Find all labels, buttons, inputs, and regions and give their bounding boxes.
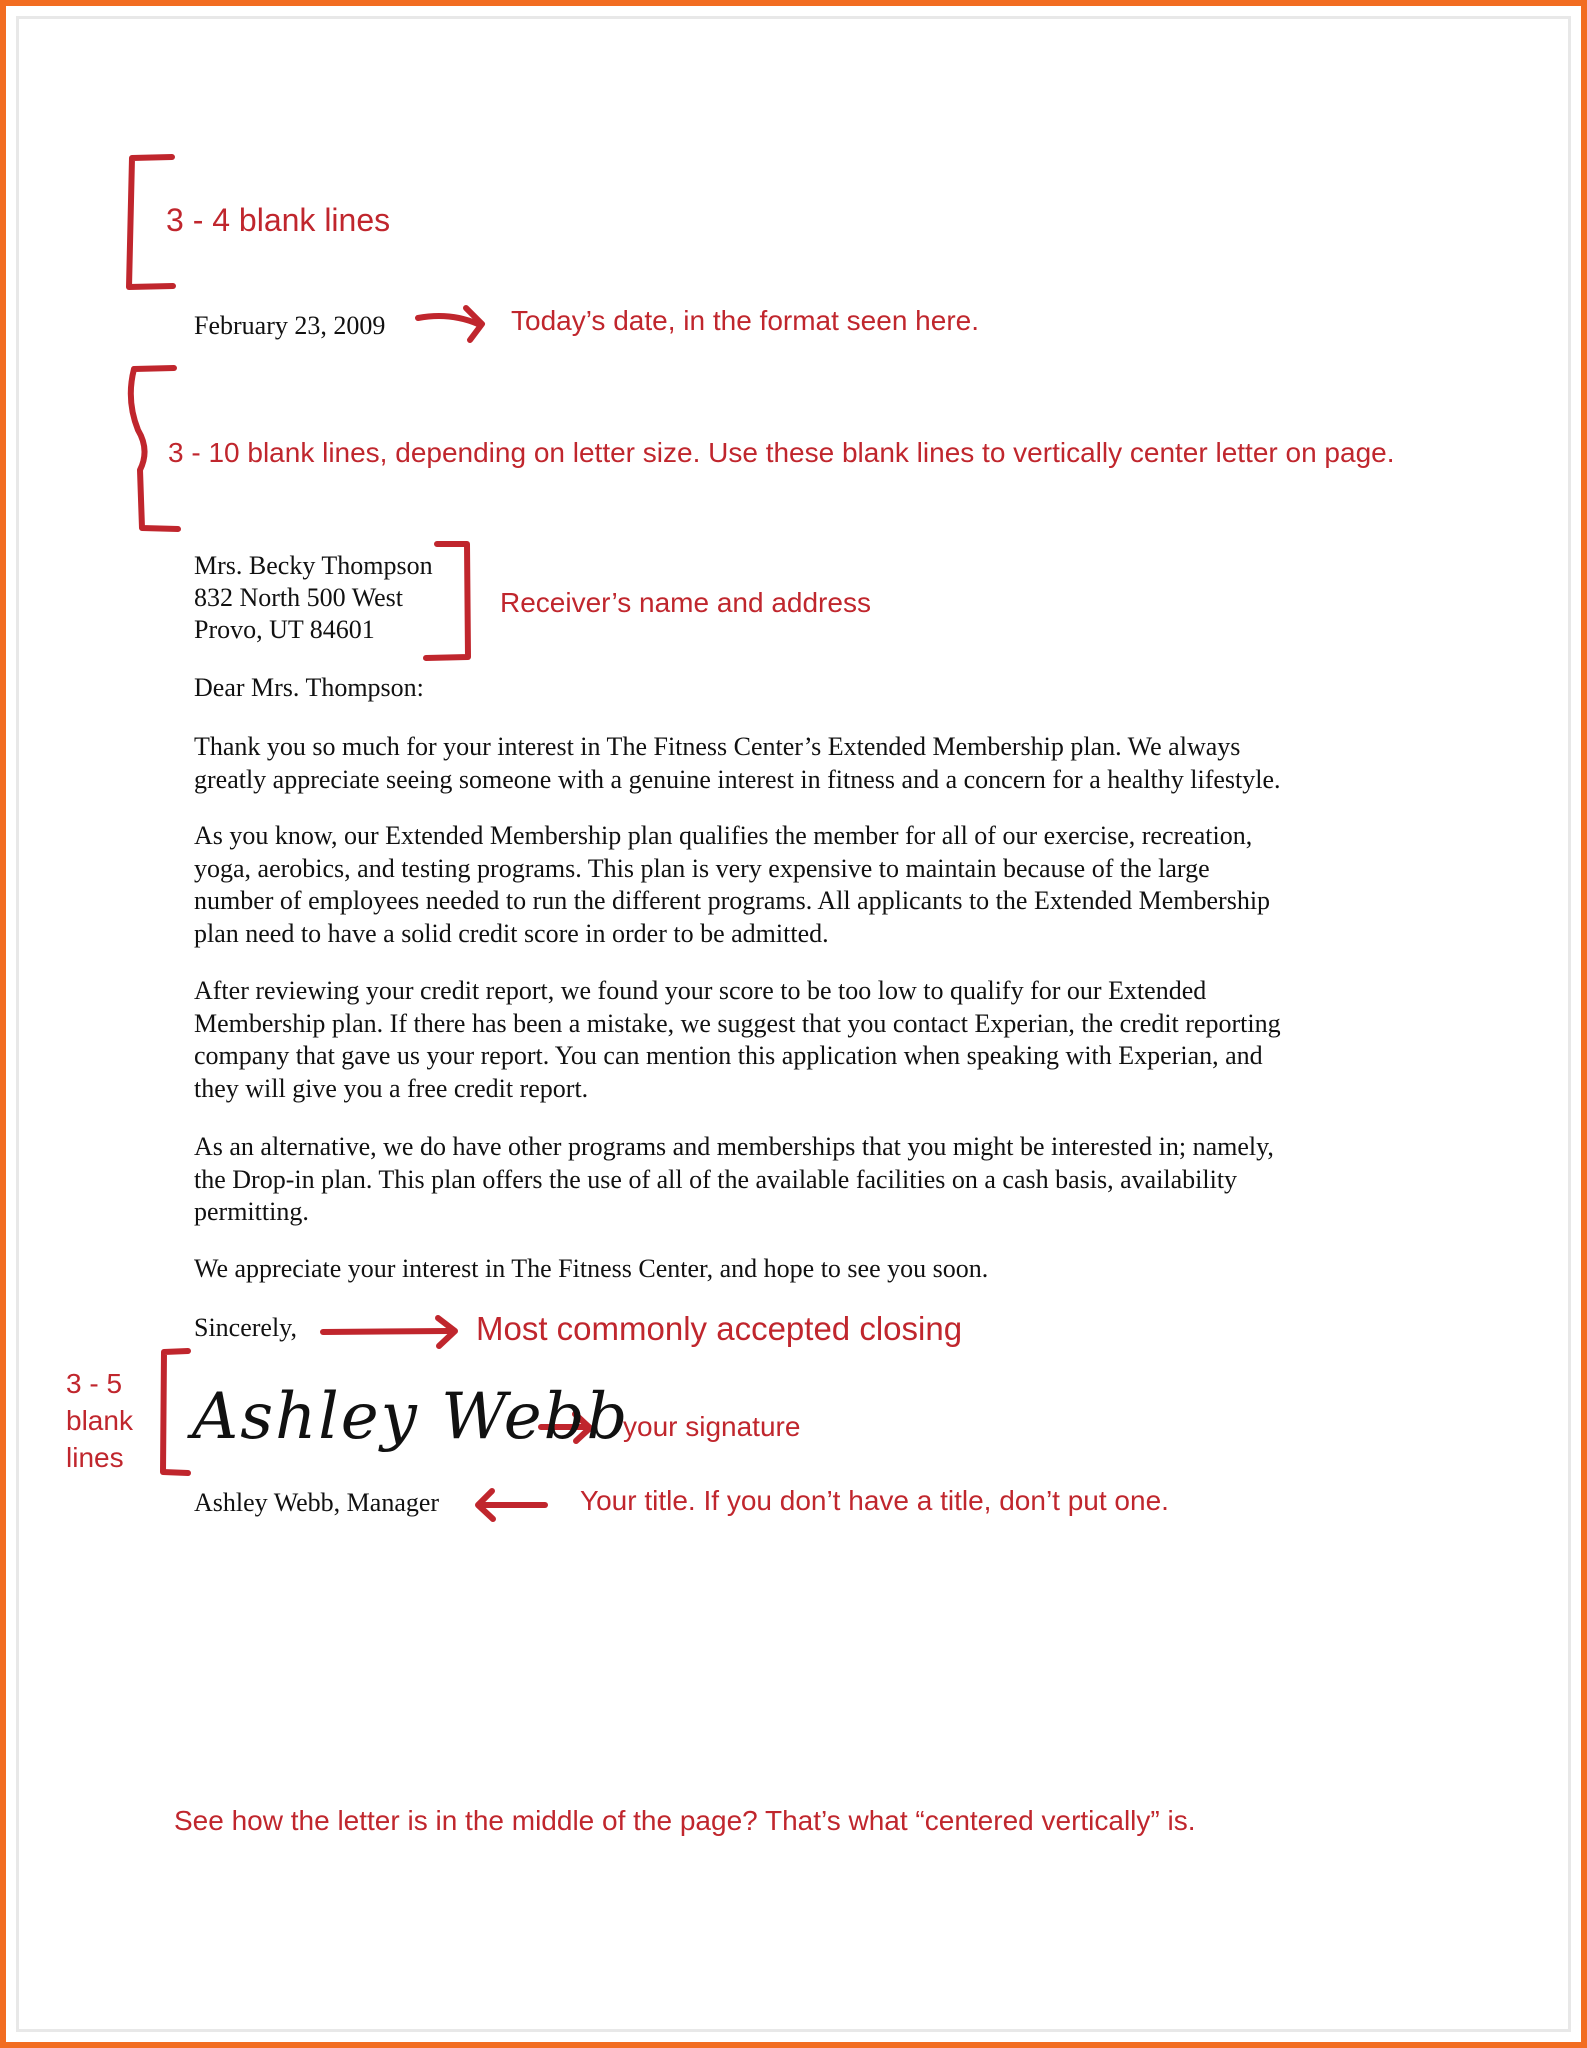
paragraph-line: After reviewing your credit report, we found your score to be too low to qualify for our Extended	[194, 976, 1207, 1005]
closing-note: Most commonly accepted closing	[476, 1310, 963, 1347]
blank-lines-note-line: lines	[66, 1442, 124, 1473]
signature-note: your signature	[623, 1411, 801, 1442]
letter-paragraph	[194, 975, 1414, 1105]
paragraph-line: company that gave us your report. You can mention this application when speaking with Experian, and	[194, 1041, 1263, 1070]
title-note: Your title. If you don’t have a title, don’t put one.	[580, 1485, 1169, 1516]
letter-paragraph	[194, 1253, 1414, 1286]
paragraph-line: they will give you a free credit report.	[194, 1073, 589, 1103]
paragraph-line: yoga, aerobics, and testing programs. This plan is very expensive to maintain because of the large	[194, 853, 1210, 883]
recipient-line: 832 North 500 West	[194, 583, 404, 612]
letter-paragraph	[194, 1131, 1414, 1229]
recipient-line: Provo, UT 84601	[194, 615, 375, 644]
closing: Sincerely,	[194, 1313, 297, 1342]
signer-name-title: Ashley Webb, Manager	[194, 1488, 440, 1517]
date-arrow-icon	[418, 316, 478, 324]
blank-lines-note-line: 3 - 5	[66, 1368, 123, 1399]
top-blank-lines-note: 3 - 4 blank lines	[166, 202, 391, 238]
paragraph-line: the Drop-in plan. This plan offers the use of all of the available facilities on a cash basis, availability	[194, 1164, 1238, 1194]
date-note: Today’s date, in the format seen here.	[511, 305, 979, 336]
letter-paragraph	[194, 820, 1414, 950]
paragraph-line: We appreciate your interest in The Fitness Center, and hope to see you soon.	[194, 1254, 989, 1283]
paragraph-line: greatly appreciate seeing someone with a genuine interest in fitness and a concern for a healthy lifestyle.	[194, 764, 1281, 794]
middle-blank-lines-note: 3 - 10 blank lines, depending on letter size. Use these blank lines to vertically center letter on page.	[168, 437, 1395, 468]
recipient-address	[194, 550, 433, 646]
signature-blank-lines-note	[66, 1365, 133, 1476]
recipient-line: Mrs. Becky Thompson	[194, 551, 433, 580]
paragraph-line: number of employees needed to run the different programs. All applicants to the Extended Membership	[194, 886, 1271, 915]
receiver-note: Receiver’s name and address	[500, 587, 871, 618]
signature-bracket-icon	[163, 1351, 188, 1473]
paragraph-line: permitting.	[194, 1197, 309, 1226]
letter-date: February 23, 2009	[194, 311, 386, 340]
blank-lines-note-line: blank	[66, 1405, 133, 1436]
handwritten-signature: Ashley Webb	[192, 1380, 630, 1454]
salutation: Dear Mrs. Thompson:	[194, 673, 424, 702]
bottom-note: See how the letter is in the middle of the page? That’s what “centered vertically” is.	[174, 1805, 1196, 1836]
paragraph-line: Thank you so much for your interest in The Fitness Center’s Extended Membership plan. We always	[194, 732, 1241, 761]
paragraph-line: As an alternative, we do have other programs and memberships that you might be interested in; namely,	[194, 1132, 1274, 1161]
letter-paragraph	[194, 731, 1414, 796]
closing-arrow-icon	[323, 1331, 448, 1332]
paragraph-line: As you know, our Extended Membership plan qualifies the member for all of our exercise, recreation,	[194, 821, 1253, 850]
paragraph-line: Membership plan. If there has been a mistake, we suggest that you contact Experian, the credit reporting	[194, 1008, 1281, 1038]
paragraph-line: plan need to have a solid credit score in order to be admitted.	[194, 918, 829, 948]
